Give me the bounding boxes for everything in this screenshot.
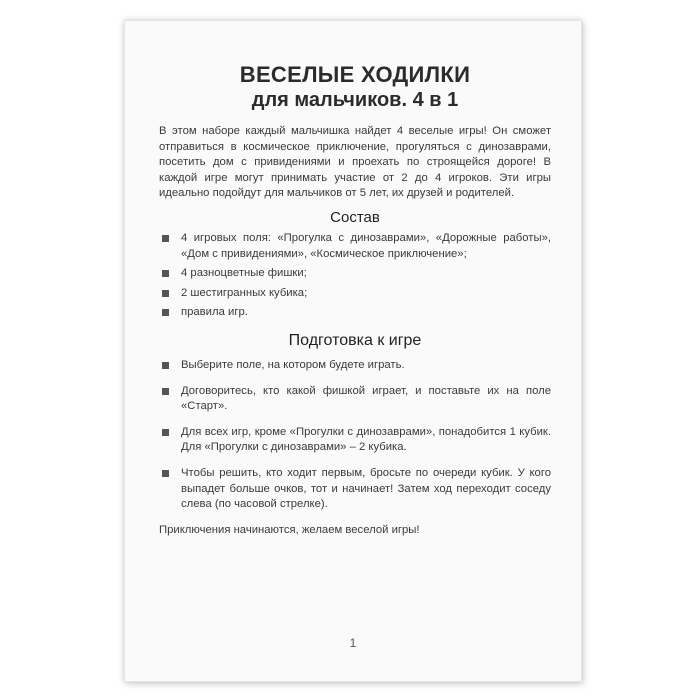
composition-heading: Состав: [330, 208, 380, 226]
intro-paragraph: В этом наборе каждый мальчишка найдет 4 веселые игры! Он сможет отправиться в космическое приключение, прогуляться с динозаврами, посетить дом с привидениями и проехать по строящейся дороге! В каждой игре могут принимать участие от 2 до 4 игроков. Эти игры идеально подойдут для мальчиков от 5 лет, их друзей и родителей.: [159, 125, 551, 200]
page-number: 1: [349, 636, 357, 650]
preparation-heading: Подготовка к игре: [288, 331, 422, 349]
list-item: Чтобы решить, кто ходит первым, бросьте по очереди кубик. У кого выпадет больше очков, тот и начинает! Затем ход переходит соседу слева (по часовой стрелке).: [159, 466, 551, 513]
preparation-list: [159, 358, 551, 513]
list-item: Выберите поле, на котором будете играть.: [159, 358, 551, 374]
closing-line: Приключения начинаются, желаем веселой игры!: [159, 523, 420, 536]
booklet-page: [124, 20, 582, 682]
list-item: Договоритесь, кто какой фишкой играет, и поставьте их на поле «Старт».: [159, 384, 551, 415]
title-line-1: ВЕСЕЛЫЕ ХОДИЛКИ: [239, 62, 471, 87]
list-item: правила игр.: [159, 305, 551, 321]
list-item: 4 разноцветные фишки;: [159, 266, 551, 282]
list-item: 2 шестигранных кубика;: [159, 286, 551, 302]
title-line-2: для мальчиков. 4 в 1: [251, 89, 459, 111]
composition-list: [159, 231, 551, 321]
list-item: Для всех игр, кроме «Прогулки с динозаврами», понадобится 1 кубик. Для «Прогулки с динозаврами» – 2 кубика.: [159, 425, 551, 456]
page-content: [159, 61, 551, 538]
list-item: 4 игровых поля: «Прогулка с динозаврами», «Дорожные работы», «Дом с привидениями», «Космическое приключение»;: [159, 231, 551, 262]
